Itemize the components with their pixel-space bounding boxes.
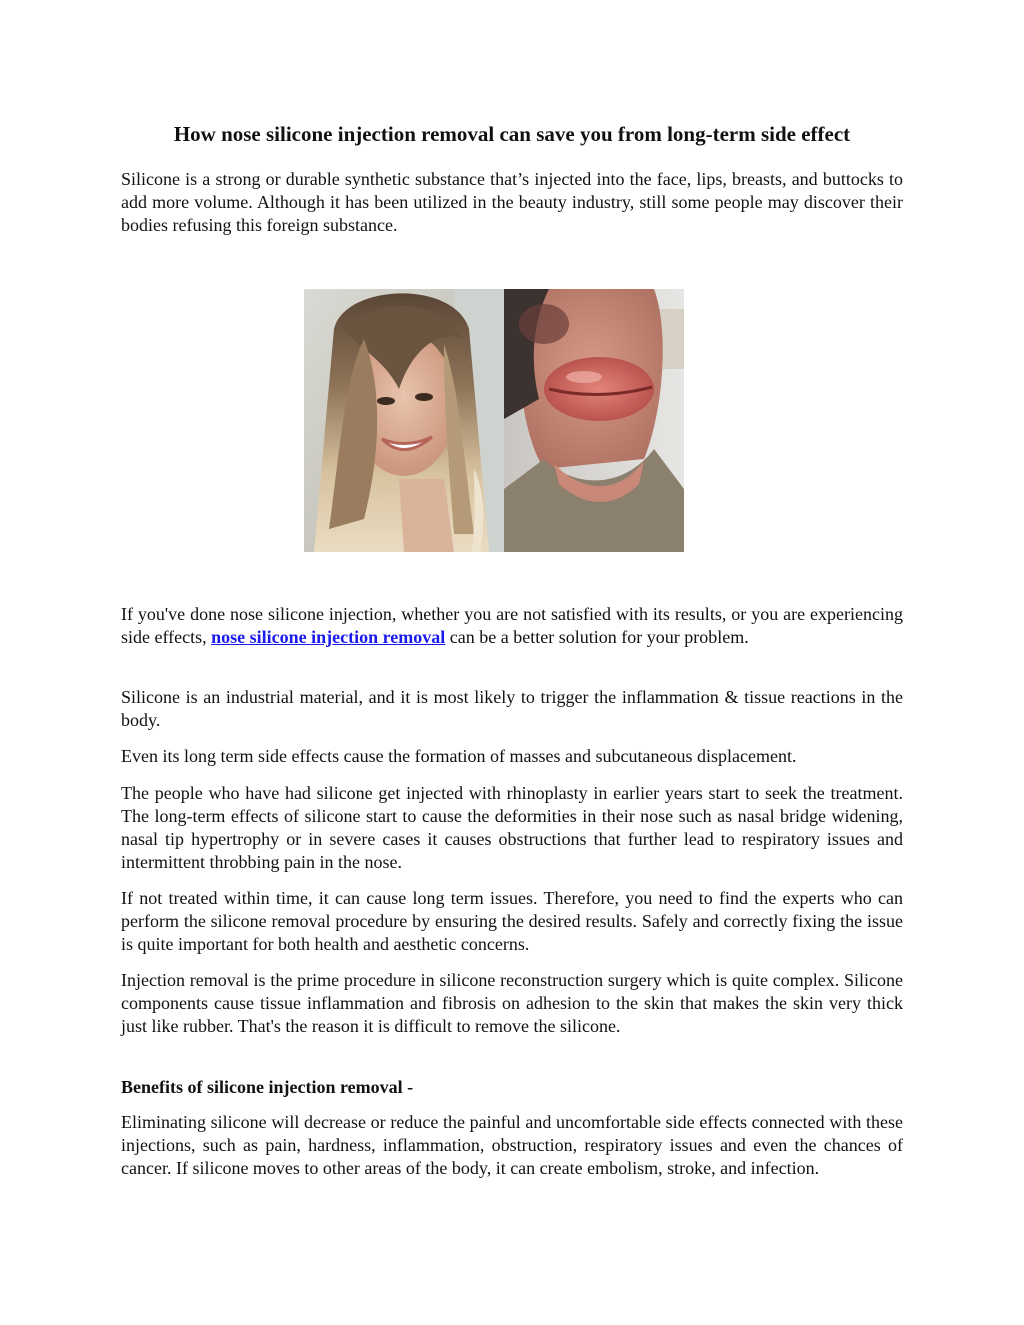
paragraph-5: If not treated within time, it can cause long term issues. Therefore, you need to find the experts who can perform the silicone removal procedure by ensuring the desired results. Safely and correctly fixing the issue is quite important for both health and aesthetic concerns. — [121, 888, 903, 954]
paragraph-6: Injection removal is the prime procedure in silicone reconstruction surgery which is quite complex. Silicone components cause tissue inflammation and fibrosis on adhesion to the skin that makes the skin very thick just like rubber. That's the reason it is difficult to remove the silicone. — [121, 970, 903, 1036]
paragraph-3: Even its long term side effects cause the formation of masses and subcutaneous displacement. — [121, 746, 797, 766]
page-title: How nose silicone injection removal can save you from long-term side effect — [173, 122, 851, 146]
intro-paragraph: Silicone is a strong or durable synthetic substance that’s injected into the face, lips, breasts, and buttocks to add more volume. Although it has been utilized in the beauty industry, still some people may discover their bodies refusing this foreign substance. — [121, 169, 903, 235]
paragraph-4: The people who have had silicone get injected with rhinoplasty in earlier years start to seek the treatment. The long-term effects of silicone start to cause the deformities in their nose such as nasal bridge widening, nasal tip hypertrophy or in severe cases it causes obstructions that further lead to respiratory issues and intermittent throbbing pain in the nose. — [121, 783, 903, 872]
benefits-heading: Benefits of silicone injection removal - — [121, 1077, 414, 1097]
before-after-image — [304, 289, 684, 552]
paragraph-2: Silicone is an industrial material, and it is most likely to trigger the inflammation & tissue reactions in the body. — [121, 687, 903, 730]
after-photo — [504, 289, 684, 552]
removal-link[interactable]: nose silicone injection removal — [211, 627, 446, 647]
paragraph-7: Eliminating silicone will decrease or reduce the painful and uncomfortable side effects connected with these injections, such as pain, hardness, inflammation, obstruction, respiratory issues and even the chances of cancer. If silicone moves to other areas of the body, it can create embolism, stroke, and infection. — [121, 1112, 903, 1178]
paragraph-1 — [121, 603, 903, 649]
paragraph-1-end: can be a better solution for your problem. — [445, 627, 749, 647]
paragraph-1-start: If you've done nose silicone injection, whether you are not satisfied with its results, or you are experiencing side effects, — [121, 604, 903, 647]
before-photo — [304, 289, 504, 552]
